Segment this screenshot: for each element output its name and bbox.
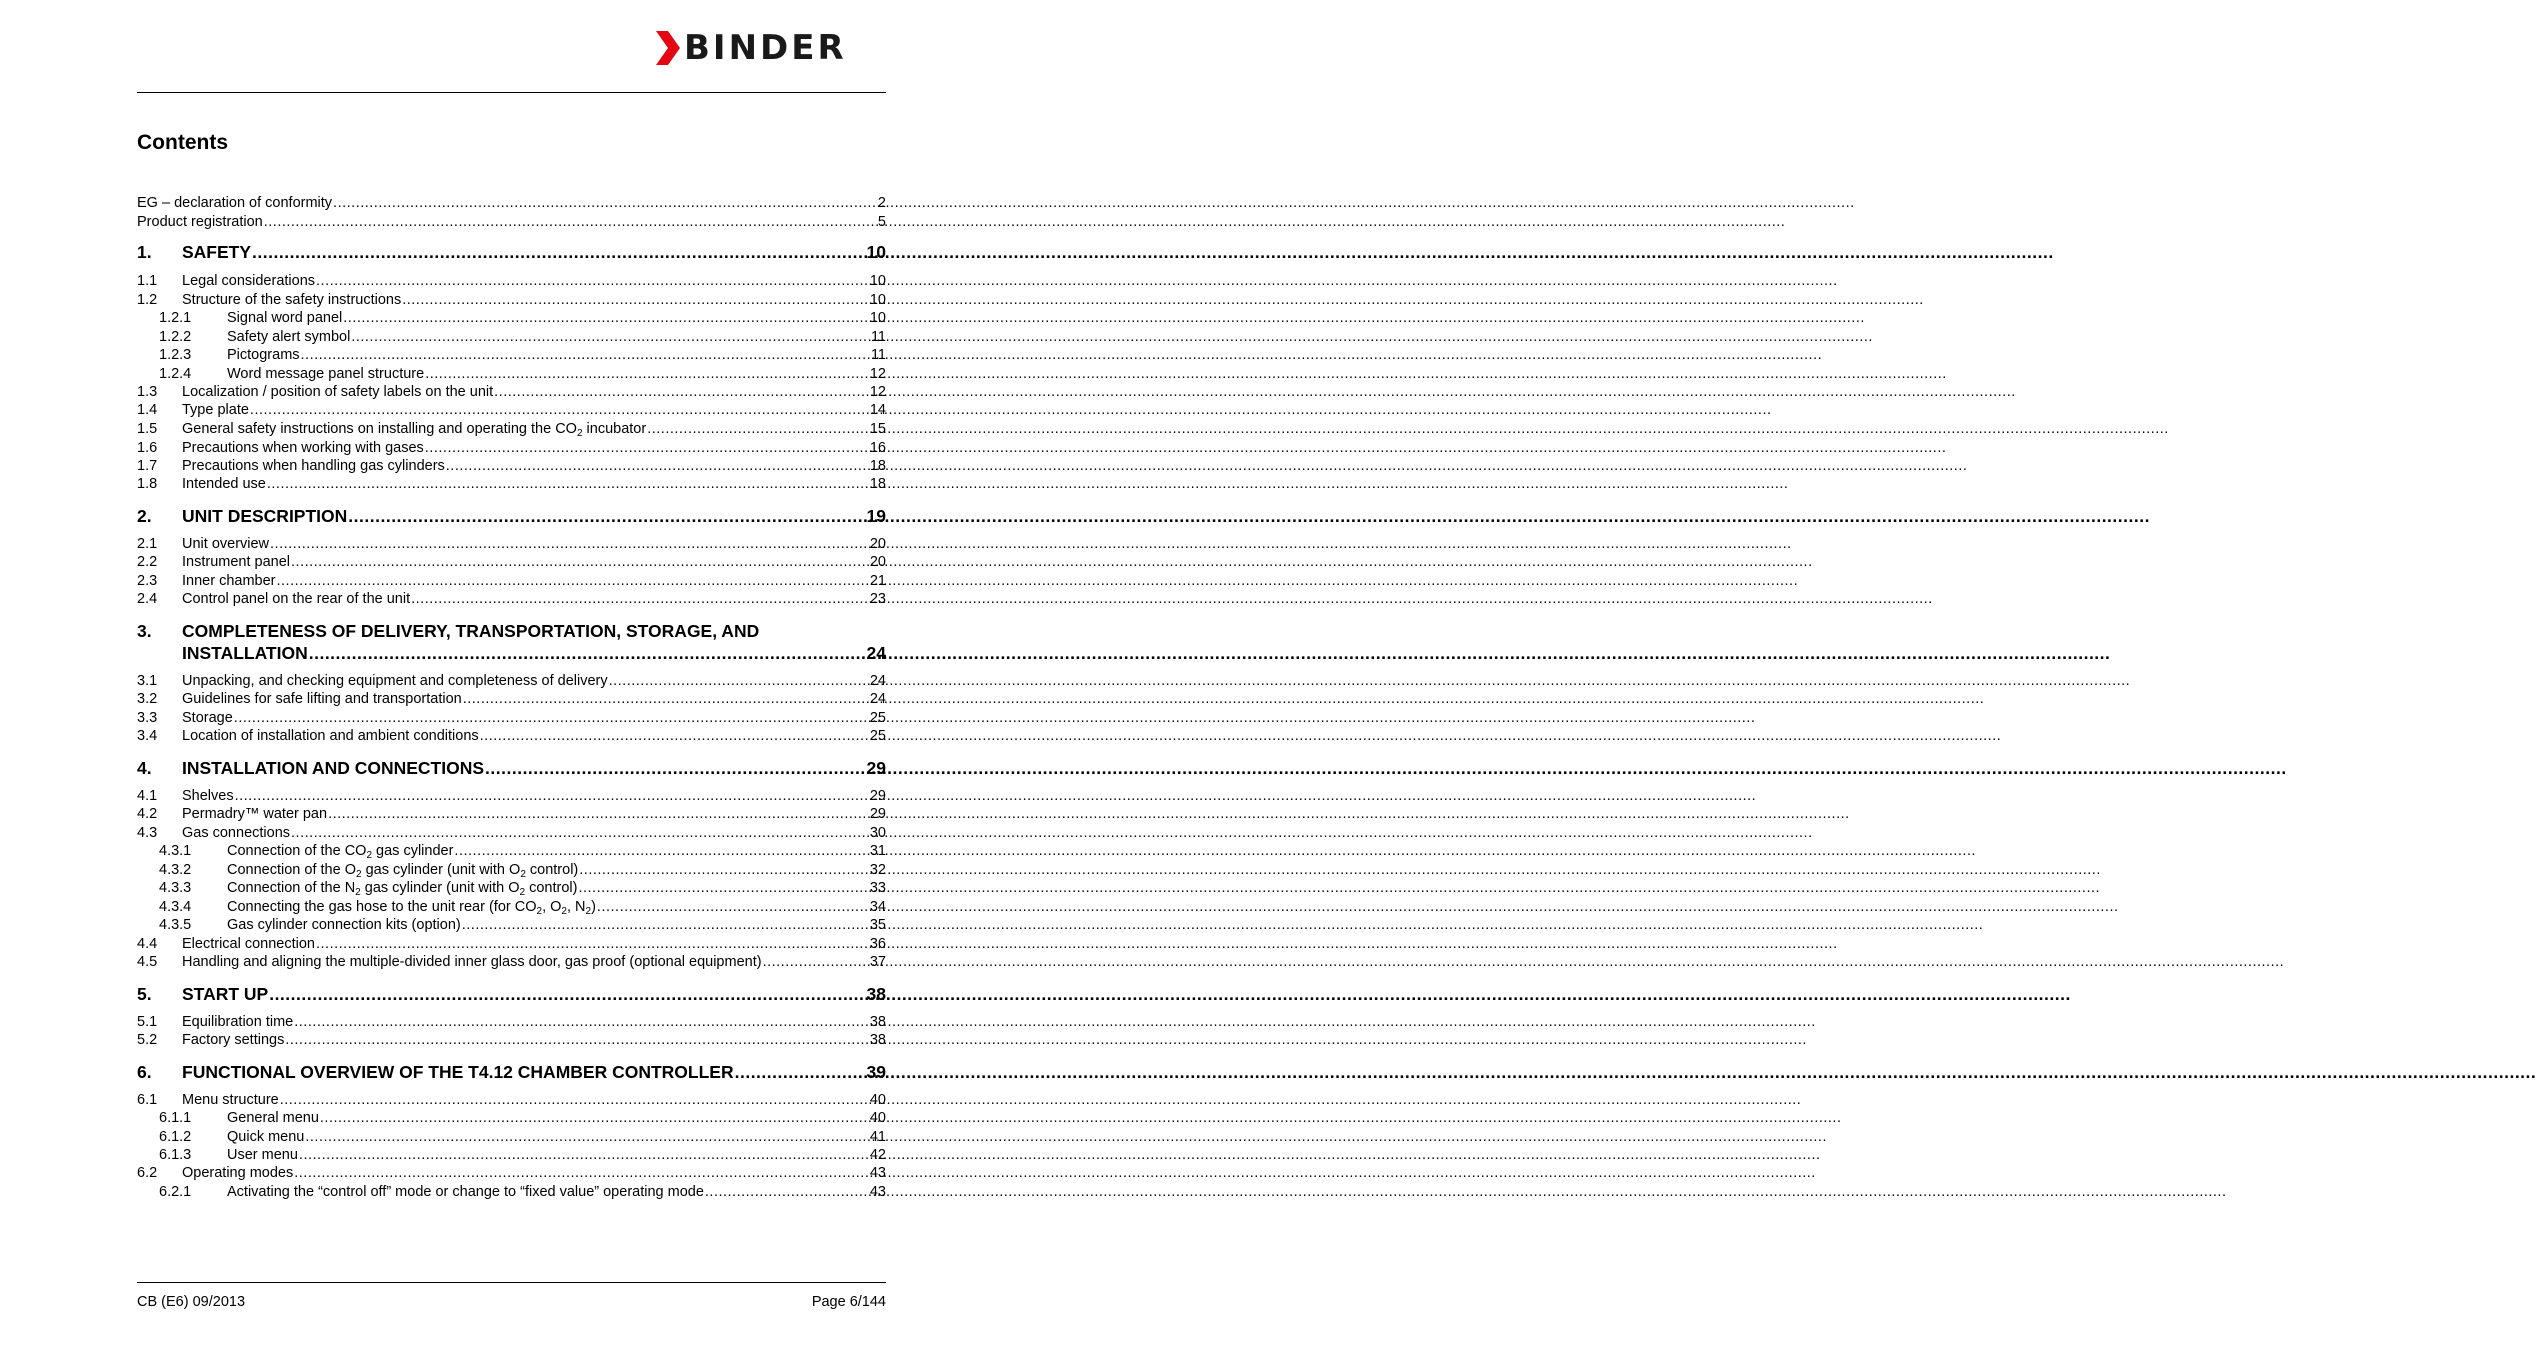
logo-wordmark: BINDER — [684, 28, 847, 68]
toc-leader-dots — [333, 194, 877, 212]
label-part: ) — [591, 899, 596, 915]
toc-label: Product registration — [137, 214, 263, 230]
toc-leader-dots — [294, 1164, 869, 1182]
toc-leader-dots — [763, 953, 869, 971]
toc-number: 1.4 — [137, 402, 158, 418]
toc-number: 1. — [137, 242, 152, 262]
toc-leader-dots — [705, 1183, 869, 1201]
toc-page-number: 30 — [869, 825, 886, 841]
toc-page-number: 20 — [869, 536, 886, 552]
toc-label: Pictograms — [227, 347, 300, 363]
toc-page-number: 29 — [869, 806, 886, 822]
toc-page-number: 11 — [870, 329, 886, 345]
toc-page-number: 37 — [869, 954, 886, 970]
toc-page-number: 38 — [866, 984, 886, 1004]
toc-entry[interactable] — [137, 309, 886, 327]
toc-label: Signal word panel — [227, 310, 343, 326]
toc-entry[interactable] — [137, 824, 886, 842]
toc-entry[interactable] — [137, 1164, 886, 1182]
toc-number: 1.1 — [137, 273, 158, 289]
toc-label: Quick menu — [227, 1129, 305, 1145]
toc-number: 1.6 — [137, 440, 158, 456]
toc-entry[interactable] — [137, 420, 886, 438]
toc-page-number: 38 — [869, 1014, 886, 1030]
toc-leader-dots — [485, 757, 866, 779]
label-part: incubator — [582, 421, 647, 437]
toc-leader-dots — [425, 365, 869, 383]
toc-page-number: 24 — [869, 673, 886, 689]
toc-number: 4.3.5 — [159, 917, 192, 933]
toc-page-number: 39 — [866, 1062, 886, 1082]
toc-label: Equilibration time — [182, 1014, 294, 1030]
toc-entry[interactable] — [137, 879, 886, 897]
toc-label: Precautions when working with gases — [182, 440, 424, 456]
toc-entry[interactable] — [137, 328, 886, 346]
toc-number: 3.2 — [137, 691, 158, 707]
toc-number: 4.4 — [137, 936, 158, 952]
toc-leader-dots — [294, 1013, 869, 1031]
toc-number: 5. — [137, 984, 152, 1004]
toc-entry[interactable] — [137, 457, 886, 475]
toc-entry[interactable] — [137, 898, 886, 916]
toc-entry[interactable] — [137, 346, 886, 364]
toc-number: 4.1 — [137, 788, 158, 804]
toc-leader-dots — [270, 535, 869, 553]
toc-chapter-entry[interactable] — [137, 241, 886, 263]
toc-page-number: 24 — [869, 691, 886, 707]
toc-chapter-entry[interactable] — [137, 983, 886, 1005]
toc-chapter-entry[interactable] — [137, 757, 886, 779]
toc-page-number: 11 — [870, 347, 886, 363]
toc-entry[interactable] — [137, 1183, 886, 1201]
toc-entry[interactable] — [137, 291, 886, 309]
toc-number: 4.5 — [137, 954, 158, 970]
toc-label: General menu — [227, 1110, 319, 1126]
toc-number: 2.1 — [137, 536, 158, 552]
toc-entry[interactable] — [137, 383, 886, 401]
toc-entry[interactable] — [137, 401, 886, 419]
toc-number: 4.3.2 — [159, 862, 192, 878]
toc-page-number: 10 — [869, 273, 886, 289]
toc-page-number: 10 — [869, 310, 886, 326]
toc-label: Shelves — [182, 788, 234, 804]
toc-number: 4. — [137, 758, 152, 778]
label-part: Connection of the N — [227, 880, 356, 896]
toc-number: 3.1 — [137, 673, 158, 689]
toc-leader-dots — [597, 898, 869, 916]
toc-number: 4.2 — [137, 806, 158, 822]
toc-label: Type plate — [182, 402, 249, 418]
toc-leader-dots — [578, 879, 868, 897]
toc-number: 2. — [137, 506, 152, 526]
toc-leader-dots — [647, 420, 869, 438]
toc-label: Unpacking, and checking equipment and completeness of delivery — [182, 673, 608, 689]
toc-leader-dots — [252, 241, 865, 263]
toc-number: 1.2 — [137, 292, 158, 308]
toc-entry[interactable] — [137, 535, 886, 553]
toc-number: 6.1.1 — [159, 1110, 192, 1126]
toc-leader-dots — [291, 824, 869, 842]
toc-page-number: 34 — [869, 899, 886, 915]
toc-number: 1.2.4 — [159, 366, 192, 382]
binder-chevron-icon — [654, 31, 680, 65]
header-rule — [137, 92, 886, 93]
subscript: 2 — [520, 869, 526, 880]
toc-number: 1.2.1 — [159, 310, 192, 326]
toc-leader-dots — [411, 590, 869, 608]
toc-page-number: 43 — [869, 1184, 886, 1200]
toc-number: 6.1.2 — [159, 1129, 192, 1145]
toc-page-number: 10 — [866, 242, 886, 262]
subscript: 2 — [585, 906, 592, 917]
toc-leader-dots — [301, 346, 870, 364]
toc-page-number: 33 — [869, 880, 886, 896]
toc-page-number: 35 — [869, 917, 886, 933]
toc-leader-dots — [250, 401, 869, 419]
toc-label: Word message panel structure — [227, 366, 425, 382]
toc-page-number: 19 — [866, 506, 886, 526]
toc-number: 4.3.4 — [159, 899, 192, 915]
toc-number: 6. — [137, 1062, 152, 1082]
footer-rule — [137, 1282, 886, 1283]
toc-number: 2.4 — [137, 591, 158, 607]
toc-label: Structure of the safety instructions — [182, 292, 402, 308]
toc-entry[interactable] — [137, 590, 886, 608]
toc-entry[interactable] — [137, 709, 886, 727]
toc-chapter-entry[interactable] — [137, 1061, 886, 1083]
page-title: Contents — [137, 131, 228, 154]
toc-label: Factory settings — [182, 1032, 285, 1048]
binder-logo — [654, 28, 886, 68]
toc-page-number: 43 — [869, 1165, 886, 1181]
toc-number: 1.8 — [137, 476, 158, 492]
toc-leader-dots — [579, 861, 869, 879]
label-part: Connection of the O — [227, 862, 356, 878]
subscript: 2 — [561, 906, 567, 917]
toc-leader-dots — [348, 505, 865, 527]
toc-leader-dots — [277, 572, 869, 590]
toc-entry[interactable] — [137, 1013, 886, 1031]
toc-page-number: 40 — [869, 1092, 886, 1108]
toc-leader-dots — [267, 475, 869, 493]
toc-label: SAFETY — [182, 242, 252, 262]
toc-label: Inner chamber — [182, 573, 276, 589]
toc-leader-dots — [309, 642, 866, 664]
label-part: General safety instructions on installing and operating the CO — [182, 421, 577, 437]
toc-leader-dots — [402, 291, 869, 309]
label-part: Connecting the gas hose to the unit rear (for CO — [227, 899, 537, 915]
toc-leader-dots — [351, 328, 870, 346]
toc-label: Safety alert symbol — [227, 329, 351, 345]
toc-entry[interactable] — [137, 1128, 886, 1146]
toc-leader-dots — [269, 983, 865, 1005]
toc-label: Unit overview — [182, 536, 270, 552]
toc-entry[interactable] — [137, 1031, 886, 1049]
toc-number: 6.2.1 — [159, 1184, 192, 1200]
toc-page-number: 36 — [869, 936, 886, 952]
toc-leader-dots — [480, 727, 869, 745]
toc-label: INSTALLATION — [182, 643, 308, 663]
toc-page-number: 29 — [866, 758, 886, 778]
footer-page-number: Page 6/144 — [811, 1294, 886, 1310]
toc-label: Gas cylinder connection kits (option) — [227, 917, 461, 933]
toc-entry[interactable] — [137, 572, 886, 590]
toc-leader-dots — [343, 309, 869, 327]
toc-label: Menu structure — [182, 1092, 279, 1108]
toc-page-number: 12 — [869, 366, 886, 382]
toc-page-number: 2 — [877, 195, 886, 211]
toc-entry[interactable] — [137, 805, 886, 823]
toc-page-number: 25 — [869, 710, 886, 726]
toc-entry[interactable] — [137, 672, 886, 690]
toc-leader-dots — [234, 709, 869, 727]
toc-label: Gas connections — [182, 825, 291, 841]
toc-leader-dots — [494, 383, 869, 401]
toc-entry[interactable] — [137, 1091, 886, 1109]
toc-number: 6.1.3 — [159, 1147, 192, 1163]
toc-label: Legal considerations — [182, 273, 316, 289]
toc-entry[interactable] — [137, 213, 886, 231]
toc-label — [227, 898, 596, 916]
toc-page-number: 14 — [869, 402, 886, 418]
toc-page-number: 20 — [869, 554, 886, 570]
toc-label: START UP — [182, 984, 269, 1004]
footer-document-code: CB (E6) 09/2013 — [137, 1294, 246, 1310]
toc-number: 3.3 — [137, 710, 158, 726]
toc-entry[interactable] — [137, 916, 886, 934]
toc-leader-dots — [280, 1091, 869, 1109]
toc-entry[interactable] — [137, 842, 886, 860]
label-part: Connection of the CO — [227, 843, 367, 859]
toc-leader-dots — [425, 439, 869, 457]
toc-label: User menu — [227, 1147, 298, 1163]
label-part: gas cylinder — [372, 843, 454, 859]
toc-label — [227, 879, 577, 897]
toc-label: Control panel on the rear of the unit — [182, 591, 411, 607]
toc-label — [227, 842, 453, 860]
toc-number: 4.3 — [137, 825, 158, 841]
toc-number: 3.4 — [137, 728, 158, 744]
toc-page-number: 18 — [869, 476, 886, 492]
toc-label: Storage — [182, 710, 233, 726]
toc-page-number: 12 — [869, 384, 886, 400]
toc-number: 5.1 — [137, 1014, 158, 1030]
toc-page-number: 25 — [869, 728, 886, 744]
toc-label: Operating modes — [182, 1165, 294, 1181]
subscript: 2 — [355, 869, 362, 880]
toc-entry[interactable] — [137, 1109, 886, 1127]
toc-page-number: 15 — [869, 421, 886, 437]
toc-leader-dots — [299, 1146, 869, 1164]
toc-label: Instrument panel — [182, 554, 291, 570]
subscript: 2 — [536, 906, 543, 917]
label-part: control) — [525, 862, 579, 878]
label-part: control) — [525, 880, 578, 896]
toc-page-number: 40 — [869, 1110, 886, 1126]
toc-leader-dots — [463, 690, 869, 708]
toc-leader-dots — [316, 272, 869, 290]
toc-label: Localization / position of safety labels on the unit — [182, 384, 494, 400]
toc-label: Precautions when handling gas cylinders — [182, 458, 445, 474]
toc-page-number: 24 — [866, 643, 886, 663]
toc-leader-dots — [320, 1109, 869, 1127]
toc-leader-dots — [454, 842, 868, 860]
toc-page-number: 18 — [869, 458, 886, 474]
toc-page-number: 16 — [869, 440, 886, 456]
toc-leader-dots — [285, 1031, 869, 1049]
toc-label — [227, 861, 578, 879]
toc-page-number: 42 — [869, 1147, 886, 1163]
toc-label: UNIT DESCRIPTION — [182, 506, 348, 526]
toc-number: 1.2.3 — [159, 347, 192, 363]
toc-label: Guidelines for safe lifting and transportation — [182, 691, 462, 707]
toc-entry[interactable] — [137, 365, 886, 383]
toc-entry[interactable] — [137, 475, 886, 493]
toc-number: 6.1 — [137, 1092, 158, 1108]
subscript: 2 — [355, 887, 361, 898]
toc-leader-dots — [264, 213, 877, 231]
toc-leader-dots — [446, 457, 869, 475]
toc-page-number: 32 — [869, 862, 886, 878]
toc-page-number: 21 — [869, 573, 886, 589]
toc-page-number: 10 — [869, 292, 886, 308]
label-part: gas cylinder (unit with O — [360, 880, 520, 896]
label-part: gas cylinder (unit with O — [361, 862, 521, 878]
toc-page-number: 38 — [869, 1032, 886, 1048]
subscript: 2 — [519, 887, 526, 898]
toc-leader-dots — [305, 1128, 868, 1146]
toc-leader-dots — [735, 1061, 866, 1083]
toc-number: 1.2.2 — [159, 329, 192, 345]
toc-entry[interactable] — [137, 553, 886, 571]
toc-entry[interactable] — [137, 727, 886, 745]
toc-number: 1.7 — [137, 458, 158, 474]
toc-number: 4.3.1 — [159, 843, 192, 859]
toc-chapter-entry[interactable] — [137, 505, 886, 527]
toc-entry[interactable] — [137, 272, 886, 290]
toc-leader-dots — [291, 553, 869, 571]
toc-label: Electrical connection — [182, 936, 315, 952]
toc-label-line1: COMPLETENESS OF DELIVERY, TRANSPORTATION, STORAGE, AND — [182, 621, 760, 641]
toc-label: Activating the “control off” mode or change to “fixed value” operating mode — [227, 1184, 704, 1200]
subscript: 2 — [366, 850, 373, 861]
toc-number: 1.3 — [137, 384, 158, 400]
subscript: 2 — [576, 428, 583, 439]
toc-label: EG – declaration of conformity — [137, 195, 333, 211]
toc-entry[interactable] — [137, 861, 886, 879]
label-part: , N — [566, 899, 586, 915]
toc-label — [182, 420, 646, 438]
toc-number: 4.3.3 — [159, 880, 192, 896]
toc-page-number: 23 — [869, 591, 886, 607]
toc-page-number: 5 — [877, 214, 886, 230]
toc-label: Handling and aligning the multiple-divided inner glass door, gas proof (optional equipment) — [182, 954, 762, 970]
toc-page-number: 31 — [869, 843, 886, 859]
toc-leader-dots — [462, 916, 869, 934]
toc-entry[interactable] — [137, 935, 886, 953]
toc-entry[interactable] — [137, 194, 886, 212]
toc-page-number: 29 — [869, 788, 886, 804]
toc-label: Location of installation and ambient conditions — [182, 728, 479, 744]
toc-leader-dots — [609, 672, 869, 690]
toc-label: Intended use — [182, 476, 266, 492]
toc-number: 2.2 — [137, 554, 158, 570]
toc-entry[interactable] — [137, 787, 886, 805]
toc-entry[interactable] — [137, 953, 886, 971]
toc-number: 3. — [137, 621, 152, 641]
toc-entry[interactable] — [137, 1146, 886, 1164]
toc-leader-dots — [328, 805, 869, 823]
toc-label: INSTALLATION AND CONNECTIONS — [182, 758, 485, 778]
toc-number: 2.3 — [137, 573, 158, 589]
toc-leader-dots — [316, 935, 869, 953]
toc-label: Permadry™ water pan — [182, 806, 328, 822]
toc-number: 6.2 — [137, 1165, 158, 1181]
toc-label: FUNCTIONAL OVERVIEW OF THE T4.12 CHAMBER CONTROLLER — [182, 1062, 734, 1082]
toc-number: 5.2 — [137, 1032, 158, 1048]
toc-entry[interactable] — [137, 439, 886, 457]
toc-leader-dots — [235, 787, 869, 805]
toc-entry[interactable] — [137, 690, 886, 708]
toc-number: 1.5 — [137, 421, 158, 437]
toc-page-number: 41 — [869, 1129, 886, 1145]
label-part: , O — [542, 899, 562, 915]
